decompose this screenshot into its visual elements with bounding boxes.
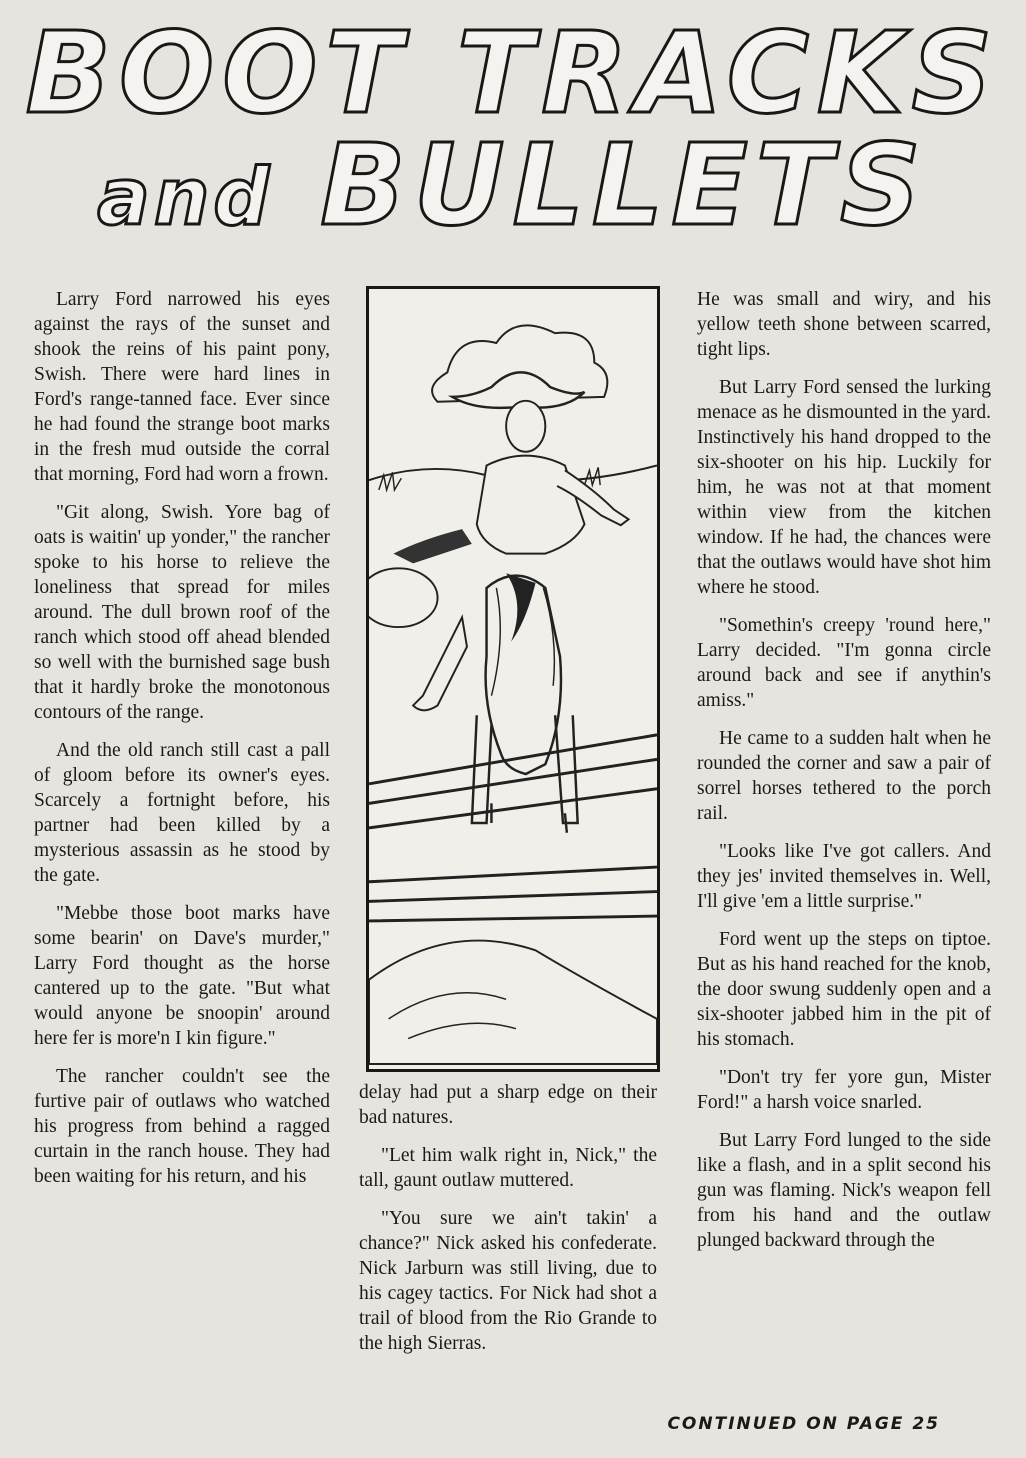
paragraph: He came to a sudden halt when he rounded the corner and saw a pair of sorrel horses tethered to the porch rail. <box>697 728 991 824</box>
paragraph: "Don't try fer yore gun, Mister Ford!" a harsh voice snarled. <box>697 1067 991 1113</box>
paragraph: The rancher couldn't see the furtive pair of outlaws who watched his progress from behind a ragged curtain in the ranch house. They had been waiting for his return, and his <box>34 1066 330 1187</box>
paragraph: But Larry Ford lunged to the side like a flash, and in a split second his gun was flaming. Nick's weapon fell from his hand and the outlaw plunged backward through the <box>697 1130 991 1251</box>
text-column-right <box>697 287 991 1266</box>
paragraph: delay had put a sharp edge on their bad natures. <box>359 1082 657 1128</box>
story-title-line2 <box>0 121 1026 251</box>
paragraph: "Somethin's creepy 'round here," Larry decided. "I'm gonna circle around back and see if anythin's amiss." <box>697 615 991 711</box>
continued-on-page-note: CONTINUED ON PAGE 25 <box>667 1414 940 1434</box>
story-title-and: and <box>97 153 274 243</box>
paragraph: But Larry Ford sensed the lurking menace as he dismounted in the yard. Instinctively his hand dropped to the six-shooter on his hip. Luckily for him, he was not at that moment within view from the kitchen window. If he had, the chances were that the outlaws would have shot him where he stood. <box>697 377 991 598</box>
paragraph: And the old ranch still cast a pall of gloom before its owner's eyes. Scarcely a fortnight before, his partner had been killed by a mysterious assassin as he stood by the gate. <box>34 740 330 886</box>
paragraph: "Let him walk right in, Nick," the tall, gaunt outlaw muttered. <box>359 1145 657 1191</box>
story-title-bullets: BULLETS <box>320 121 929 251</box>
paragraph: "You sure we ain't takin' a chance?" Nick asked his confederate. Nick Jarburn was still living, due to his cagey tactics. For Nick had shot a trail of blood from the Rio Grande to the high Sierras. <box>359 1208 657 1354</box>
paragraph: "Git along, Swish. Yore bag of oats is waitin' up yonder," the rancher spoke to his horse to relieve the loneliness that spread for miles around. The dull brown roof of the ranch which stood off ahead blended so well with the burnished sage bush that it hardly broke the monotonous contours of the range. <box>34 502 330 723</box>
text-column-left <box>34 287 330 1202</box>
text-column-middle <box>359 1080 657 1369</box>
story-title-line1: BOOT TRACKS <box>25 9 1001 139</box>
cowboy-on-horse-illustration <box>366 286 660 1072</box>
paragraph: "Looks like I've got callers. And they jes' invited themselves in. Well, I'll give 'em a little surprise." <box>697 841 991 912</box>
paragraph: Larry Ford narrowed his eyes against the rays of the sunset and shook the reins of his paint pony, Swish. There were hard lines in Ford's range-tanned face. Ever since he had found the strange boot marks in the fresh mud outside the corral that morning, Ford had worn a frown. <box>34 289 330 485</box>
paragraph: "Mebbe those boot marks have some bearin' on Dave's murder," Larry Ford thought as the horse cantered up to the gate. "But what would anyone be snoopin' around here fer is more'n I kin figure." <box>34 903 330 1049</box>
illustration-drawing <box>369 289 657 1069</box>
paragraph: Ford went up the steps on tiptoe. But as his hand reached for the knob, the door swung suddenly open and a six-shooter jabbed him in the pit of his stomach. <box>697 929 991 1050</box>
paragraph: He was small and wiry, and his yellow teeth shone between scarred, tight lips. <box>697 289 991 360</box>
